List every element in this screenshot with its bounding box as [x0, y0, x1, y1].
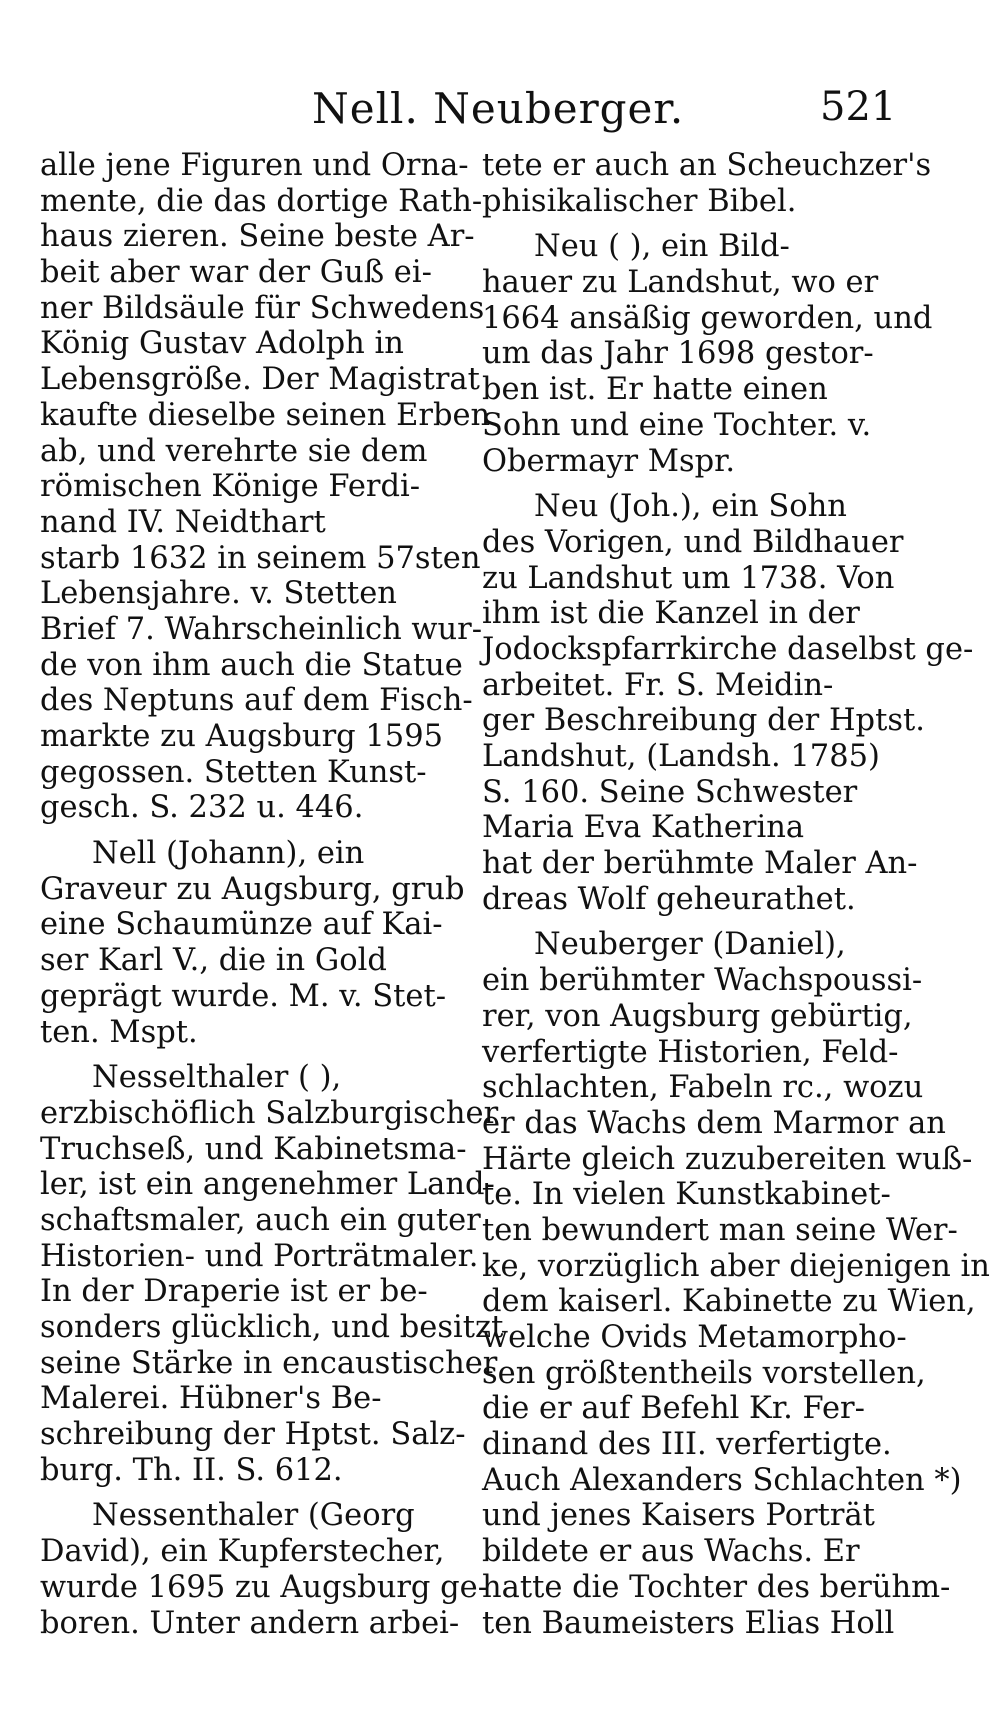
entry-heading-line: Neuberger (Daniel), [534, 927, 846, 963]
text-line: des Neptuns auf dem Fisch- [40, 683, 473, 719]
text-line: ke, vorzüglich aber diejenigen in [482, 1248, 990, 1284]
right-column [482, 148, 990, 1641]
text-line: phisikalischer Bibel. [482, 183, 797, 219]
text-line: seine Stärke in encaustischer [40, 1345, 498, 1381]
text-line: Graveur zu Augsburg, grub [40, 871, 465, 907]
text-line: und jenes Kaisers Porträt [482, 1498, 875, 1534]
text-line: ser Karl V., die in Gold [40, 943, 387, 979]
text-line: kaufte dieselbe seinen Erben [40, 397, 491, 433]
text-line: 1664 ansäßig geworden, und [482, 300, 933, 336]
text-line: hauer zu Landshut, wo er [482, 265, 879, 301]
text-line: ihm ist die Kanzel in der [482, 596, 860, 632]
page-number: 521 [820, 84, 897, 130]
text-line: ten bewundert man seine Wer- [482, 1212, 958, 1248]
text-line: dinand des III. verfertigte. [482, 1427, 892, 1463]
text-line: Malerei. Hübner's Be- [40, 1381, 382, 1417]
text-line: die er auf Befehl Kr. Fer- [482, 1391, 865, 1427]
text-line: David), ein Kupferstecher, [40, 1534, 445, 1570]
text-line: sonders glücklich, und besitzt [40, 1310, 504, 1345]
text-line: ger Beschreibung der Hptst. [482, 703, 925, 739]
text-line: burg. Th. II. S. 612. [40, 1452, 343, 1488]
text-line: ten. Mspt. [40, 1014, 198, 1050]
entry-heading-line: Neu (Joh.), ein Sohn [534, 489, 847, 525]
text-line: haus zieren. Seine beste Ar- [40, 219, 475, 255]
text-line: ab, und verehrte sie dem [40, 433, 428, 469]
paragraph-gap [40, 1050, 455, 1060]
text-line: Härte gleich zuzubereiten wuß- [482, 1141, 973, 1177]
text-line: welche Ovids Metamorpho- [482, 1320, 907, 1355]
entry-heading-line: Neu ( ), ein Bild- [534, 229, 790, 265]
text-line: dreas Wolf geheurathet. [482, 881, 856, 917]
text-line: Lebensgröße. Der Magistrat [40, 362, 480, 398]
running-header [0, 80, 1000, 140]
paragraph-gap [482, 219, 902, 229]
text-line: ner Bildsäule für Schwedens [40, 290, 485, 326]
text-line: Brief 7. Wahrscheinlich wur- [40, 611, 483, 647]
text-line: Jodockspfarrkirche daselbst ge- [482, 631, 974, 667]
text-line: dem kaiserl. Kabinette zu Wien, [482, 1284, 976, 1320]
paragraph-gap [40, 826, 455, 836]
text-line: eine Schaumünze auf Kai- [40, 907, 443, 943]
paragraph-gap [482, 479, 902, 489]
text-line: um das Jahr 1698 gestor- [482, 336, 874, 372]
text-line: Truchseß, und Kabinetsma- [40, 1131, 467, 1167]
text-line: ben ist. Er hatte einen [482, 372, 828, 408]
text-line: markte zu Augsburg 1595 [40, 719, 444, 754]
text-line: römischen Könige Ferdi- [40, 469, 421, 505]
running-title: Nell. Neuberger. [312, 84, 685, 133]
entry-heading-line: Nessenthaler (Georg [92, 1498, 415, 1534]
text-line: Auch Alexanders Schlachten *) [482, 1462, 962, 1498]
entry-heading-line: Nesselthaler ( ), [92, 1060, 342, 1096]
text-line: erzbischöflich Salzburgischer [40, 1095, 499, 1131]
left-column [40, 148, 504, 1641]
text-line: tete er auch an Scheuchzer's [482, 148, 932, 183]
text-line: zu Landshut um 1738. Von [482, 560, 895, 596]
text-line: Lebensjahre. v. Stetten [40, 576, 397, 612]
text-line: arbeitet. Fr. S. Meidin- [482, 667, 834, 703]
text-line: schaftsmaler, auch ein guter [40, 1202, 481, 1238]
paragraph-gap [482, 917, 902, 927]
text-line: hat der berühmte Maler An- [482, 846, 918, 882]
text-line: sen größtentheils vorstellen, [482, 1355, 926, 1391]
text-line: Maria Eva Katherina [482, 810, 805, 846]
text-line: gegossen. Stetten Kunst- [40, 754, 427, 790]
text-line: beit aber war der Guß ei- [40, 255, 432, 291]
text-line: te. In vielen Kunstkabinet- [482, 1177, 891, 1213]
text-line: In der Draperie ist er be- [40, 1274, 428, 1310]
text-line: geprägt wurde. M. v. Stet- [40, 978, 447, 1014]
text-line: ten Baumeisters Elias Holl [482, 1605, 895, 1641]
text-line: schlachten, Fabeln rc., wozu [482, 1070, 924, 1106]
text-line: ein berühmter Wachspoussi- [482, 963, 923, 999]
text-line: gesch. S. 232 u. 446. [40, 790, 364, 826]
text-line: mente, die das dortige Rath- [40, 183, 483, 219]
text-line: Landshut, (Landsh. 1785) [482, 739, 880, 774]
text-line: de von ihm auch die Statue [40, 647, 463, 683]
text-line: Historien- und Porträtmaler. [40, 1238, 479, 1274]
text-line: nand IV. Neidthart [40, 504, 326, 540]
text-line: verfertigte Historien, Feld- [482, 1034, 899, 1070]
text-line: Sohn und eine Tochter. v. [482, 407, 872, 443]
text-line: er das Wachs dem Marmor an [482, 1105, 946, 1141]
paragraph-gap [40, 1488, 455, 1498]
text-line: Obermayr Mspr. [482, 443, 736, 479]
text-line: bildete er aus Wachs. Er [482, 1534, 860, 1570]
text-line: rer, von Augsburg gebürtig, [482, 998, 913, 1034]
text-line: König Gustav Adolph in [40, 326, 404, 362]
text-line: ler, ist ein angenehmer Land- [40, 1167, 495, 1203]
text-line: wurde 1695 zu Augsburg ge- [40, 1569, 489, 1605]
text-line: schreibung der Hptst. Salz- [40, 1417, 466, 1453]
text-line: starb 1632 in seinem 57sten [40, 540, 481, 576]
text-line: boren. Unter andern arbei- [40, 1605, 460, 1641]
text-line: hatte die Tochter des berühm- [482, 1569, 951, 1605]
entry-heading-line: Nell (Johann), ein [92, 836, 365, 872]
text-line: alle jene Figuren und Orna- [40, 148, 469, 183]
text-line: S. 160. Seine Schwester [482, 774, 858, 810]
text-line: des Vorigen, und Bildhauer [482, 524, 904, 560]
